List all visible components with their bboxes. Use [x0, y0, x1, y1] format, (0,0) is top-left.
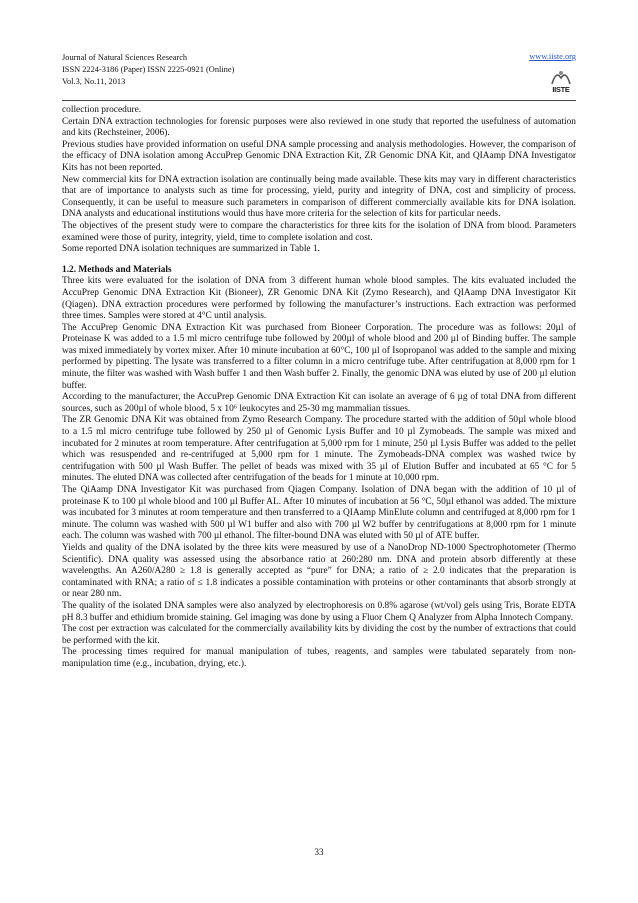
paragraph: Certain DNA extraction technologies for forensic purposes were also reviewed in one study that reported the usefulness of automation and kits (Rechsteiner, 2006). [62, 116, 576, 139]
section-heading: 1.2. Methods and Materials [62, 264, 172, 275]
paragraph: The objectives of the present study were to compare the characteristics for three kits for the isolation of DNA from blood. Parameters examined were those of purity, integrity, yield, time to complete isolation and cost. [62, 220, 576, 243]
paragraph: According to the manufacturer, the AccuPrep Genomic DNA Extraction Kit can isolate an average of 6 µg of total DNA from different sources, such as 200µl of whole blood, 5 x 10⁶ leukocytes and 25-30 mg mammalian tissues. [62, 392, 576, 414]
journal-name: Journal of Natural Sciences Research [62, 53, 188, 62]
paragraph: The QiAamp DNA Investigator Kit was purchased from Qiagen Company. Isolation of DNA began with the addition of 10 µl of proteinase K to 100 µl whole blood and 100 µl Buffer AL. After 10 minutes of incubation at 56 °C, 50µl ethanol was added. The mixture was incubated for 3 minutes at room temperature and then transferred to a QIAamp MinElute column and centrifuged at 8,000 rpm for 1 minute. The column was washed with 500 µl W1 buffer and also with 700 µl W2 buffer by centrifugations at 8,000 rpm for 1 minute each. The column was washed with 700 µl ethanol. The filter-bound DNA was eluted with 50 µl of ATE buffer. [62, 485, 576, 542]
article-body [62, 105, 576, 671]
paragraph: The AccuPrep Genomic DNA Extraction Kit was purchased from Bioneer Corporation. The procedure was as follows: 20µl of Proteinase K was added to a 1.5 ml micro centrifuge tube followed by 200µl of whole blood and 200 µl of Binding buffer. The sample was mixed immediately by vortex mixer. After 10 minute incubation at 60°C, 100 µl of Isopropanol was added to the sample and mixing performed by pipetting. The lysate was transferred to a filter column in a micro centrifuge tube. After centrifugation at 8,000 rpm for 1 minute, the filter was washed with Wash buffer 1 and then Wash buffer 2. Finally, the genomic DNA was eluted by use of 200 µl elution buffer. [62, 322, 576, 391]
paragraph: collection procedure. [62, 105, 142, 115]
paragraph: Three kits were evaluated for the isolation of DNA from 3 different human whole blood samples. The kits evaluated included the AccuPrep Genomic DNA Extraction Kit (Bioneer), ZR Genomic DNA Kit (Zymo Research), and QIAamp DNA Investigator Kit (Qiagen). DNA extraction procedures were performed by following the manufacturer’s instructions. Each extraction was performed three times. Samples were stored at 4°C until analysis. [62, 276, 576, 322]
page-number: 33 [314, 847, 324, 857]
header-divider [62, 100, 576, 101]
paragraph: New commercial kits for DNA extraction isolation are continually being made available. These kits may vary in different characteristics that are of importance to analysts such as time for processing, yield, purity and integrity of DNA, cost and simplicity of process. Consequently, it can be useful to measure such parameters in comparison of different commercially available kits for DNA isolation. DNA analysts and educational institutions would thus have more criteria for the selection of kits for particular needs. [62, 174, 576, 220]
paragraph: The processing times required for manual manipulation of tubes, reagents, and samples were tabulated separately from non-manipulation time (e.g., incubation, drying, etc.). [62, 647, 576, 669]
paragraph: The quality of the isolated DNA samples were also analyzed by electrophoresis on 0.8% agarose (wt/vol) gels using Tris, Borate EDTA pH 8.3 buffer and ethidium bromide staining. Gel imaging was done by using a Fluor Chem Q Analyzer from Alpha Innotech Company. [62, 600, 576, 623]
iiste-logo-icon [550, 68, 572, 86]
journal-volume: Vol.3, No.11, 2013 [62, 77, 126, 86]
iiste-logo [550, 68, 572, 94]
paragraph: Some reported DNA isolation techniques are summarized in Table 1. [62, 244, 320, 255]
paragraph: Previous studies have provided information on useful DNA sample processing and analysis methodologies. However, the comparison of the efficacy of DNA isolation among AccuPrep Genomic DNA Extraction Kit, ZR Genomic DNA Kit, and QIAamp DNA Investigator Kits has not been reported. [62, 139, 576, 173]
paragraph: Yields and quality of the DNA isolated by the three kits were measured by use of a NanoDrop ND-1000 Spectrophotometer (Thermo Scientific). DNA quality was assessed using the absorbance ratio at 260:280 nm. DNA and protein absorb differently at these wavelengths. An A260/A280 ≥ 1.8 is generally accepted as “pure” for DNA; a ratio of ≥ 2.0 indicates that the preparation is contaminated with RNA; a ratio of ≤ 1.8 indicates a possible contamination with proteins or other contaminants that absorb strongly at or near 280 nm. [62, 542, 576, 600]
journal-issn: ISSN 2224-3186 (Paper) ISSN 2225-0921 (Online) [62, 65, 235, 74]
paragraph: The cost per extraction was calculated for the commercially availability kits by dividing the cost by the number of extractions that could be performed with the kit. [62, 624, 576, 646]
logo-text: IISTE [552, 85, 570, 94]
journal-url-link[interactable]: www.iiste.org [529, 52, 576, 61]
paragraph: The ZR Genomic DNA Kit was obtained from Zymo Research Company. The procedure started with the addition of 50µl whole blood to a 1.5 ml micro centrifuge tube followed by 250 µl of Genomic Lysis Buffer and 10 µl Zymobeads. The sample was mixed and incubated for 2 minutes at room temperature. After centrifugation at 5,000 rpm for 1 minute, 250 µl Lysis Buffer was added to the pellet which was resuspended and re-centrifuged at 5,000 rpm for 1 minute. The Zymobeads-DNA complex was washed twice by centrifugation with 500 µl Wash Buffer. The pellet of beads was mixed with 35 µl of Elution Buffer and incubated at 65 °C for 5 minutes. The eluted DNA was collected after centrifugation of the beads for 1 minute at 10,000 rpm. [62, 415, 576, 484]
page-header [62, 52, 576, 100]
